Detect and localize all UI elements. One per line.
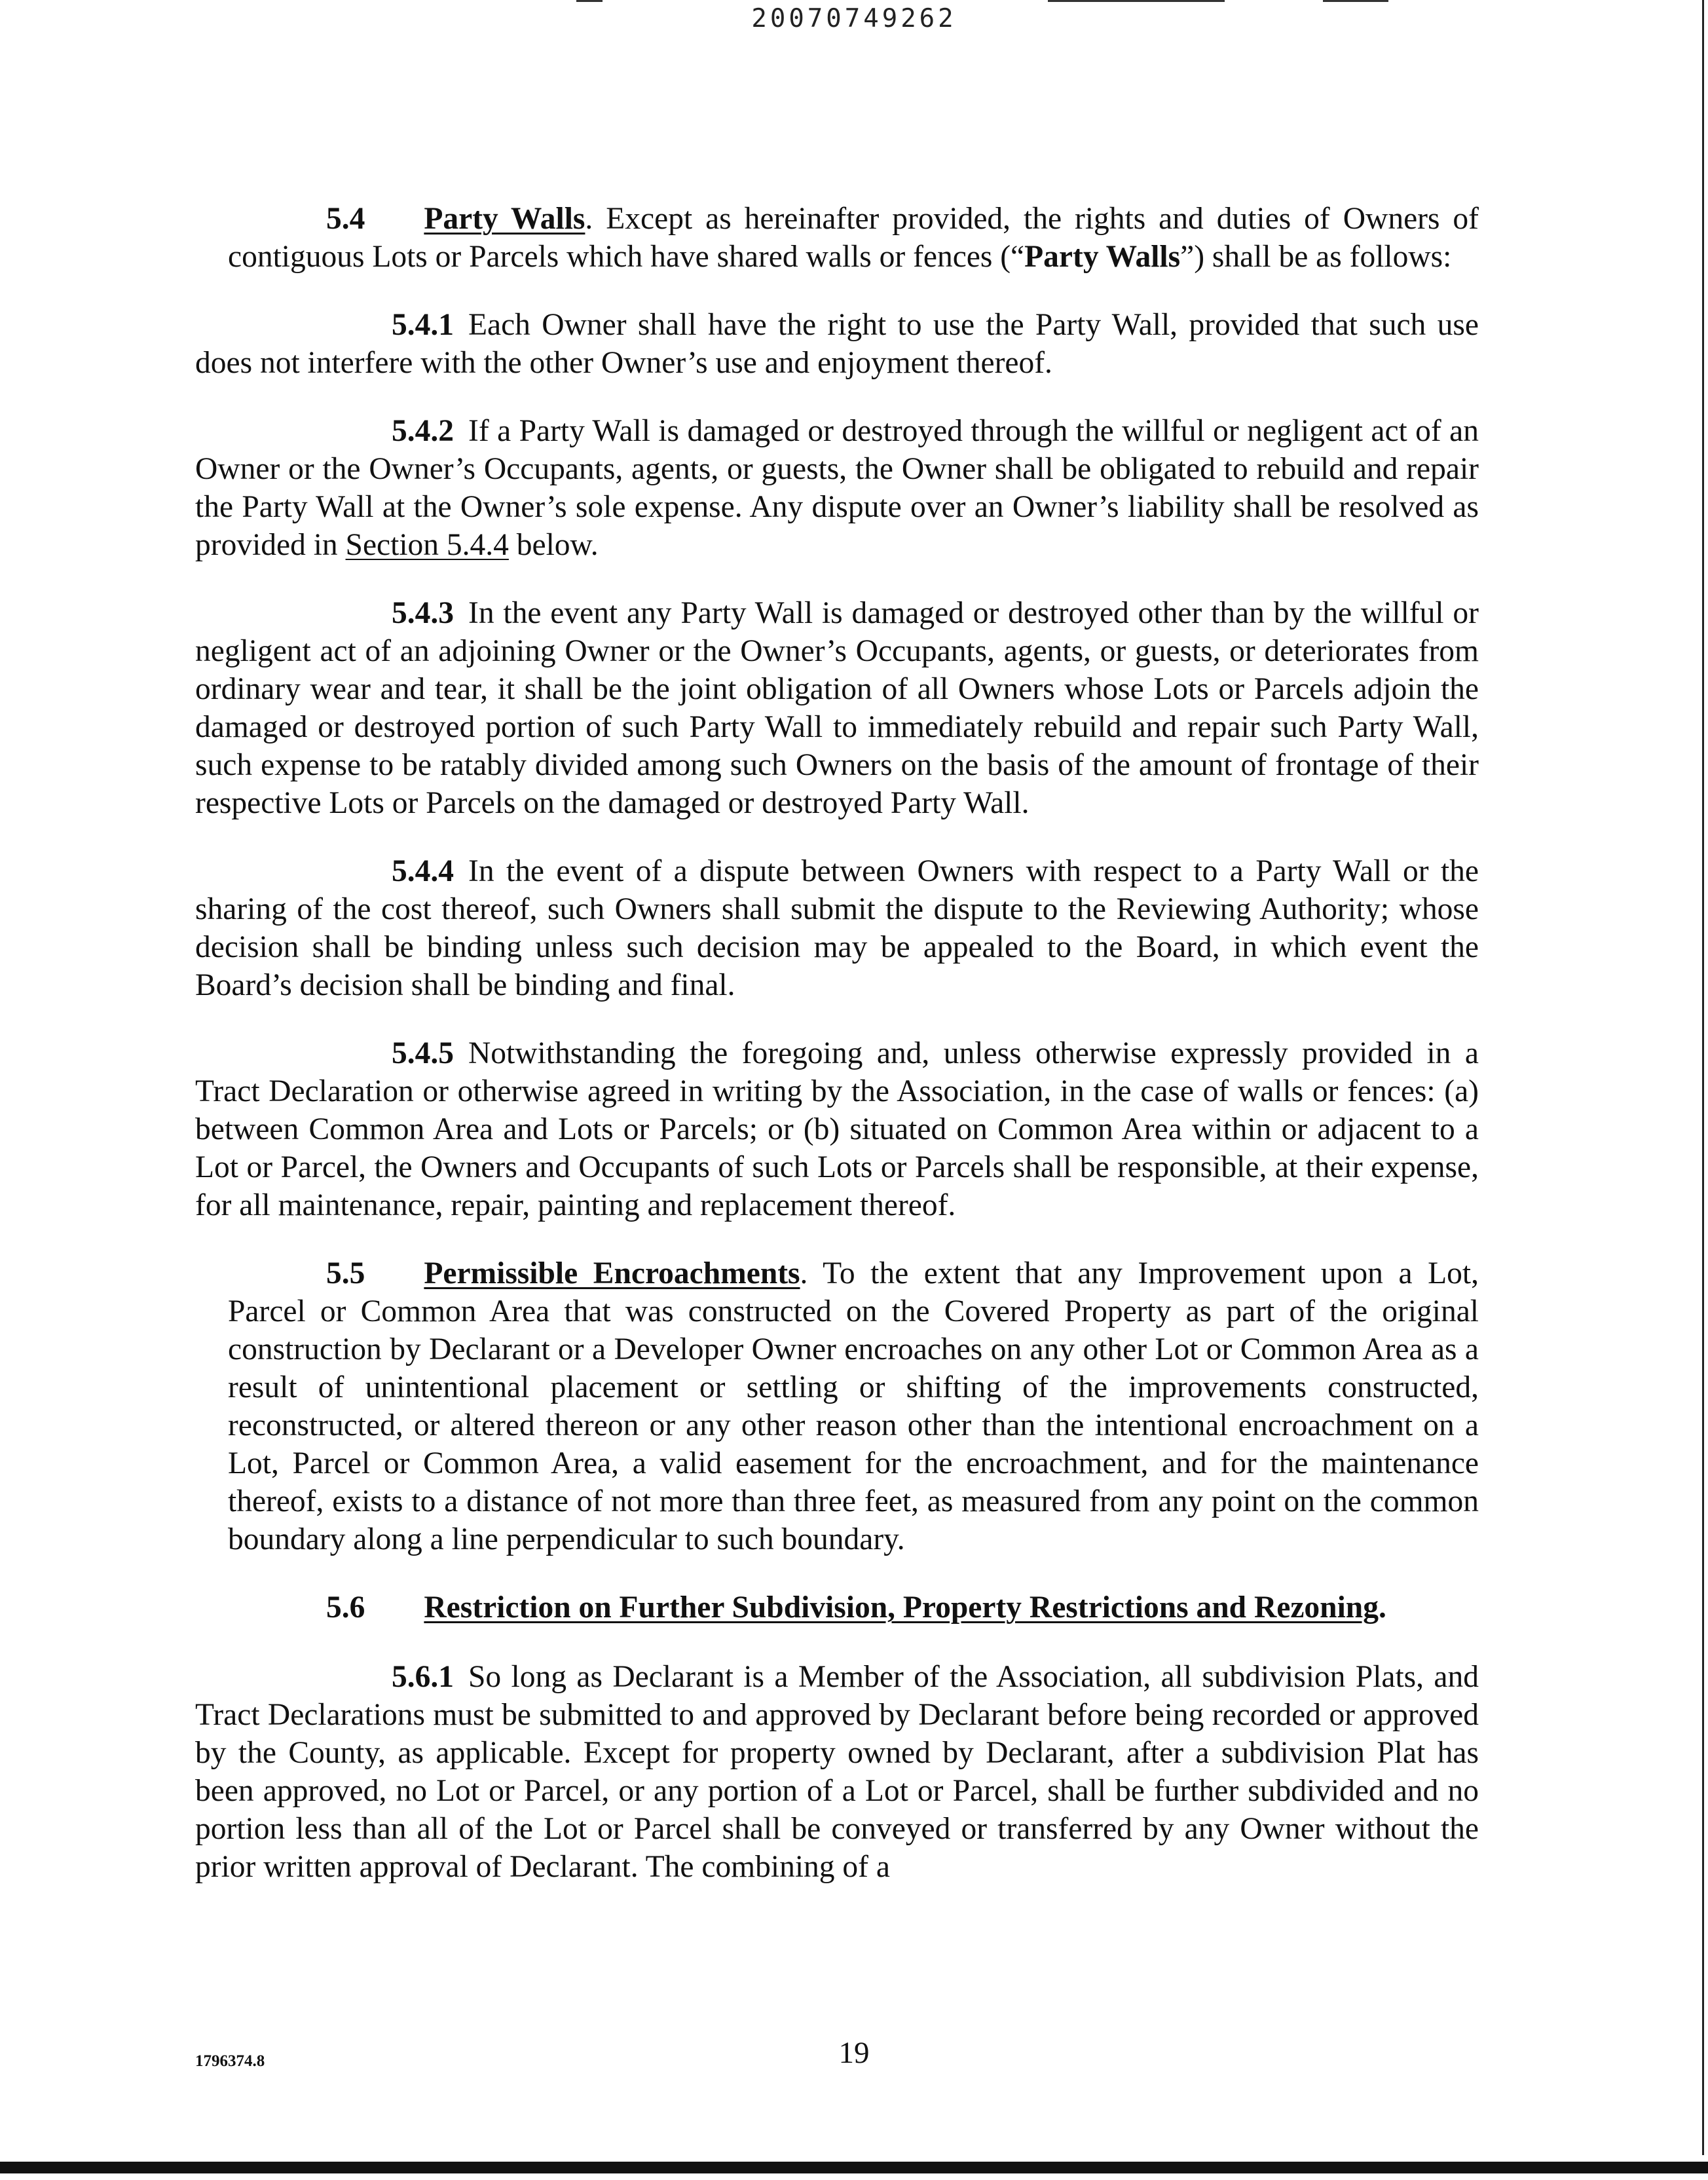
section-number: 5.4.3 xyxy=(392,596,454,630)
document-body xyxy=(195,200,1479,1916)
section-reference: Section 5.4.4 xyxy=(345,528,509,562)
footer-doc-id: 1796374.8 xyxy=(195,2052,265,2070)
section-title: Permissible Encroachments xyxy=(424,1256,800,1290)
scan-mark xyxy=(1048,0,1225,2)
section-text: . Except as hereinafter provided, the rights and duties of Owners of contiguous Lots or Parcels which have shared walls or fences (“ xyxy=(228,202,1479,274)
section-number: 5.5 xyxy=(326,1256,365,1290)
scan-mark xyxy=(1323,0,1388,2)
scan-mark xyxy=(576,0,603,2)
section-text: If a Party Wall is damaged or destroyed through the willful or negligent act of an Owner or the Owner’s Occupants, agents, or guests, the Owner shall be obligated to rebuild and repair the Party Wall at the Owner’s sole expense. Any dispute over an Owner’s liability shall be resolved as provided in xyxy=(195,414,1479,562)
section-5-4-5 xyxy=(195,1034,1479,1224)
section-5-6 xyxy=(195,1588,1479,1626)
section-text: Each Owner shall have the right to use the Party Wall, provided that such use does not interfere with the other Owner’s use and enjoyment thereof. xyxy=(195,308,1479,380)
section-number: 5.4.5 xyxy=(392,1036,454,1070)
section-title: Party Walls xyxy=(424,202,585,236)
section-text: In the event any Party Wall is damaged or destroyed other than by the willful or negligent act of an adjoining Owner or the Owner’s Occupants, agents, or guests, or deteriorates from ordinary wear and tear, it shall be the joint obligation of all Owners whose Lots or Parcels adjoin the damaged or destroyed portion of such Party Wall to immediately rebuild and repair such Party Wall, such expense to be ratably divided among such Owners on the basis of the amount of frontage of their respective Lots or Parcels on the damaged or destroyed Party Wall. xyxy=(195,596,1479,820)
section-5-4-3 xyxy=(195,594,1479,822)
section-5-4-1 xyxy=(195,306,1479,382)
defined-term: Party Walls xyxy=(1024,240,1181,274)
section-title: Restriction on Further Subdivision, Property Restrictions and Rezoning xyxy=(424,1590,1379,1625)
section-text: . To the extent that any Improvement upon a Lot, Parcel or Common Area that was constructed on the Covered Property as part of the original construction by Declarant or a Developer Owner encroaches on any other Lot or Common Area as a result of unintentional placement or settling or shifting of the improvements constructed, reconstructed, or altered thereon or any other reason other than the intentional encroachment on a Lot, Parcel or Common Area, a valid easement for the encroachment, and for the maintenance thereof, exists to a distance of not more than three feet, as measured from any point on the common boundary along a line perpendicular to such boundary. xyxy=(228,1256,1479,1556)
page-number: 19 xyxy=(838,2036,870,2070)
section-number: 5.6.1 xyxy=(392,1660,454,1694)
scan-edge-bottom xyxy=(0,2162,1708,2173)
section-number: 5.4.4 xyxy=(392,854,454,888)
section-text: ”) shall be as follows: xyxy=(1180,240,1452,274)
section-title-end: . xyxy=(1378,1590,1386,1625)
section-text: So long as Declarant is a Member of the Association, all subdivision Plats, and Tract Declarations must be submitted to and approved by Declarant before being recorded or approved by the County, as applicable. Except for property owned by Declarant, after a subdivision Plat has been approved, no Lot or Parcel, or any portion of a Lot or Parcel, shall be further subdivided and no portion less than all of the Lot or Parcel shall be conveyed or transferred by any Owner without the prior written approval of Declarant. The combining of a xyxy=(195,1660,1479,1884)
section-number: 5.4.2 xyxy=(392,414,454,448)
section-text: below. xyxy=(508,528,599,562)
section-5-4-2 xyxy=(195,412,1479,564)
section-number: 5.6 xyxy=(326,1590,365,1625)
section-5-5 xyxy=(195,1254,1479,1558)
document-number: 20070749262 xyxy=(751,4,957,33)
scan-edge-right xyxy=(1702,0,1704,2155)
section-5-6-1 xyxy=(195,1658,1479,1886)
section-text: In the event of a dispute between Owners with respect to a Party Wall or the sharing of the cost thereof, such Owners shall submit the dispute to the Reviewing Authority; whose decision shall be binding unless such decision may be appealed to the Board, in which event the Board’s decision shall be binding and final. xyxy=(195,854,1479,1002)
section-text: Notwithstanding the foregoing and, unless otherwise expressly provided in a Tract Declaration or otherwise agreed in writing by the Association, in the case of walls or fences: (a) between Common Area and Lots or Parcels; or (b) situated on Common Area within or adjacent to a Lot or Parcel, the Owners and Occupants of such Lots or Parcels shall be responsible, at their expense, for all maintenance, repair, painting and replacement thereof. xyxy=(195,1036,1479,1222)
section-5-4 xyxy=(195,200,1479,276)
section-number: 5.4 xyxy=(326,202,365,236)
section-5-4-4 xyxy=(195,852,1479,1004)
section-number: 5.4.1 xyxy=(392,308,454,342)
